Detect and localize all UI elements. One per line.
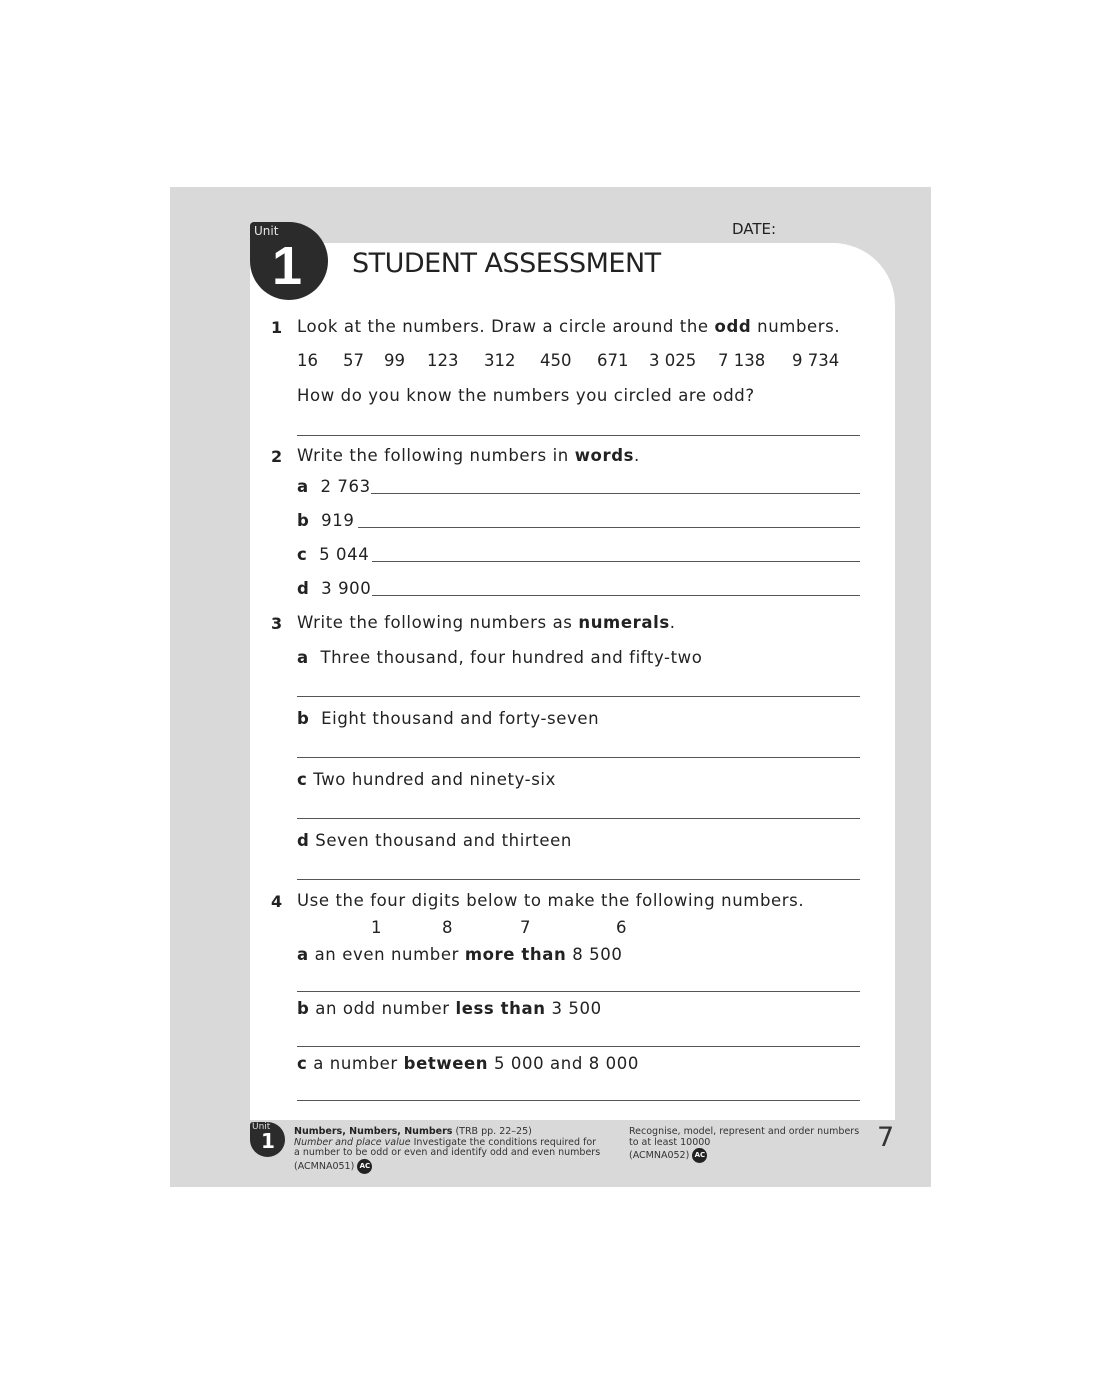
item-value: 919 bbox=[321, 511, 355, 530]
answer-line[interactable] bbox=[372, 595, 860, 596]
q1-number-item[interactable]: 671 bbox=[597, 351, 629, 370]
item-letter: b bbox=[297, 511, 310, 530]
footer-right-code: (ACMNA052) bbox=[629, 1150, 690, 1161]
footer-right-line-1: Recognise, model, represent and order numbers bbox=[629, 1126, 860, 1137]
answer-line[interactable] bbox=[297, 991, 860, 992]
item-text: Eight thousand and forty-seven bbox=[321, 709, 600, 728]
q1-number-item[interactable]: 16 bbox=[297, 351, 318, 370]
q1-text-pre: Look at the numbers. Draw a circle around the bbox=[297, 317, 715, 336]
q2-item-a bbox=[297, 477, 371, 496]
item-letter: b bbox=[297, 999, 310, 1018]
answer-line[interactable] bbox=[297, 757, 860, 758]
unit-label: Unit bbox=[254, 224, 279, 238]
answer-line[interactable] bbox=[358, 527, 860, 528]
unit-number: 1 bbox=[272, 236, 303, 296]
footer-left-rest: Investigate the conditions required for bbox=[410, 1136, 597, 1148]
item-text: Seven thousand and thirteen bbox=[315, 831, 572, 850]
ac-icon: AC bbox=[692, 1148, 707, 1163]
unit-badge bbox=[250, 222, 328, 300]
q2-text-post: . bbox=[634, 446, 640, 465]
item-text-post: 3 500 bbox=[545, 999, 602, 1018]
q4-digit: 8 bbox=[442, 918, 453, 937]
answer-line[interactable] bbox=[372, 561, 860, 562]
footer-unit-label: Unit bbox=[252, 1122, 271, 1132]
q1-number-item[interactable]: 99 bbox=[384, 351, 405, 370]
footer-left-ref: (TRB pp. 22–25) bbox=[452, 1126, 532, 1137]
answer-line[interactable] bbox=[297, 696, 860, 697]
answer-line[interactable] bbox=[297, 818, 860, 819]
item-text: Two hundred and ninety-six bbox=[313, 770, 556, 789]
item-letter: c bbox=[297, 545, 308, 564]
question-1-follow-up: How do you know the numbers you circled are odd? bbox=[297, 386, 755, 405]
item-letter: d bbox=[297, 831, 310, 850]
footer-unit-badge bbox=[250, 1122, 285, 1157]
answer-line[interactable] bbox=[371, 493, 860, 494]
question-2-text bbox=[297, 446, 640, 465]
q1-number-item[interactable]: 450 bbox=[540, 351, 572, 370]
q4-item-b bbox=[297, 999, 602, 1018]
q4-item-c bbox=[297, 1054, 639, 1073]
answer-line[interactable] bbox=[297, 1100, 860, 1101]
item-letter: a bbox=[297, 648, 309, 667]
q4-item-a bbox=[297, 945, 622, 964]
date-label: DATE: bbox=[732, 220, 777, 238]
question-4-number: 4 bbox=[271, 892, 283, 911]
item-text-pre: an even number bbox=[314, 945, 465, 964]
q3-item-b bbox=[297, 709, 599, 728]
item-letter: b bbox=[297, 709, 310, 728]
item-value: 5 044 bbox=[319, 545, 370, 564]
item-text-bold: more than bbox=[464, 945, 567, 964]
q3-item-c bbox=[297, 770, 556, 789]
q1-text-bold: odd bbox=[714, 317, 752, 336]
footer-left-line-3: a number to be odd or even and identify odd and even numbers bbox=[294, 1147, 601, 1158]
q1-number-item[interactable]: 312 bbox=[484, 351, 516, 370]
item-value: 2 763 bbox=[320, 477, 371, 496]
q1-number-item[interactable]: 123 bbox=[427, 351, 459, 370]
q2-text-pre: Write the following numbers in bbox=[297, 446, 575, 465]
question-1-text bbox=[297, 317, 840, 336]
q4-digit: 1 bbox=[371, 918, 382, 937]
question-1-number: 1 bbox=[271, 318, 283, 337]
page-number: 7 bbox=[877, 1122, 895, 1153]
q3-text-post: . bbox=[669, 613, 676, 632]
item-text-post: 5 000 and 8 000 bbox=[488, 1054, 639, 1073]
q1-number-item[interactable]: 7 138 bbox=[718, 351, 766, 370]
footer-left-text bbox=[294, 1127, 600, 1174]
footer-unit-number: 1 bbox=[261, 1129, 275, 1153]
footer-left-line-4 bbox=[294, 1159, 600, 1174]
q4-digit: 6 bbox=[616, 918, 627, 937]
answer-line[interactable] bbox=[297, 1046, 860, 1047]
item-letter: a bbox=[297, 945, 309, 964]
item-text-post: 8 500 bbox=[566, 945, 623, 964]
q1-number-item[interactable]: 57 bbox=[343, 351, 364, 370]
q1-number-item[interactable]: 3 025 bbox=[649, 351, 697, 370]
item-text-bold: between bbox=[403, 1054, 489, 1073]
q2-item-c bbox=[297, 545, 369, 564]
q2-item-d bbox=[297, 579, 371, 598]
item-text: Three thousand, four hundred and fifty-two bbox=[320, 648, 703, 667]
q3-item-a bbox=[297, 648, 702, 667]
footer-left-italic: Number and place value bbox=[294, 1136, 411, 1148]
item-text-pre: a number bbox=[313, 1054, 404, 1073]
item-letter: d bbox=[297, 579, 310, 598]
answer-line[interactable] bbox=[297, 435, 860, 436]
question-3-text bbox=[297, 613, 676, 632]
worksheet-card bbox=[250, 243, 895, 1120]
footer-left-code: (ACMNA051) bbox=[294, 1160, 355, 1172]
question-4-text: Use the four digits below to make the following numbers. bbox=[297, 891, 805, 910]
q2-item-b bbox=[297, 511, 354, 530]
q3-item-d bbox=[297, 831, 572, 850]
footer-left-title: Numbers, Numbers, Numbers bbox=[294, 1126, 453, 1137]
q3-text-bold: numerals bbox=[578, 613, 670, 632]
q3-text-pre: Write the following numbers as bbox=[297, 613, 579, 632]
page-title: STUDENT ASSESSMENT bbox=[352, 248, 661, 279]
item-value: 3 900 bbox=[321, 579, 372, 598]
q1-number-item[interactable]: 9 734 bbox=[792, 351, 840, 370]
item-text-bold: less than bbox=[455, 999, 546, 1018]
item-letter: a bbox=[297, 477, 309, 496]
footer-right-line-3 bbox=[629, 1148, 859, 1163]
q1-text-post: numbers. bbox=[751, 317, 841, 336]
item-letter: c bbox=[297, 1054, 308, 1073]
question-3-number: 3 bbox=[271, 614, 283, 633]
answer-line[interactable] bbox=[297, 879, 860, 880]
footer-right-line-2: to at least 10000 bbox=[629, 1136, 711, 1148]
ac-icon: AC bbox=[357, 1159, 372, 1174]
item-letter: c bbox=[297, 770, 308, 789]
question-2-number: 2 bbox=[271, 447, 283, 466]
q4-digit: 7 bbox=[520, 918, 531, 937]
item-text-pre: an odd number bbox=[315, 999, 456, 1018]
q2-text-bold: words bbox=[574, 446, 635, 465]
footer-right-text bbox=[629, 1127, 859, 1163]
